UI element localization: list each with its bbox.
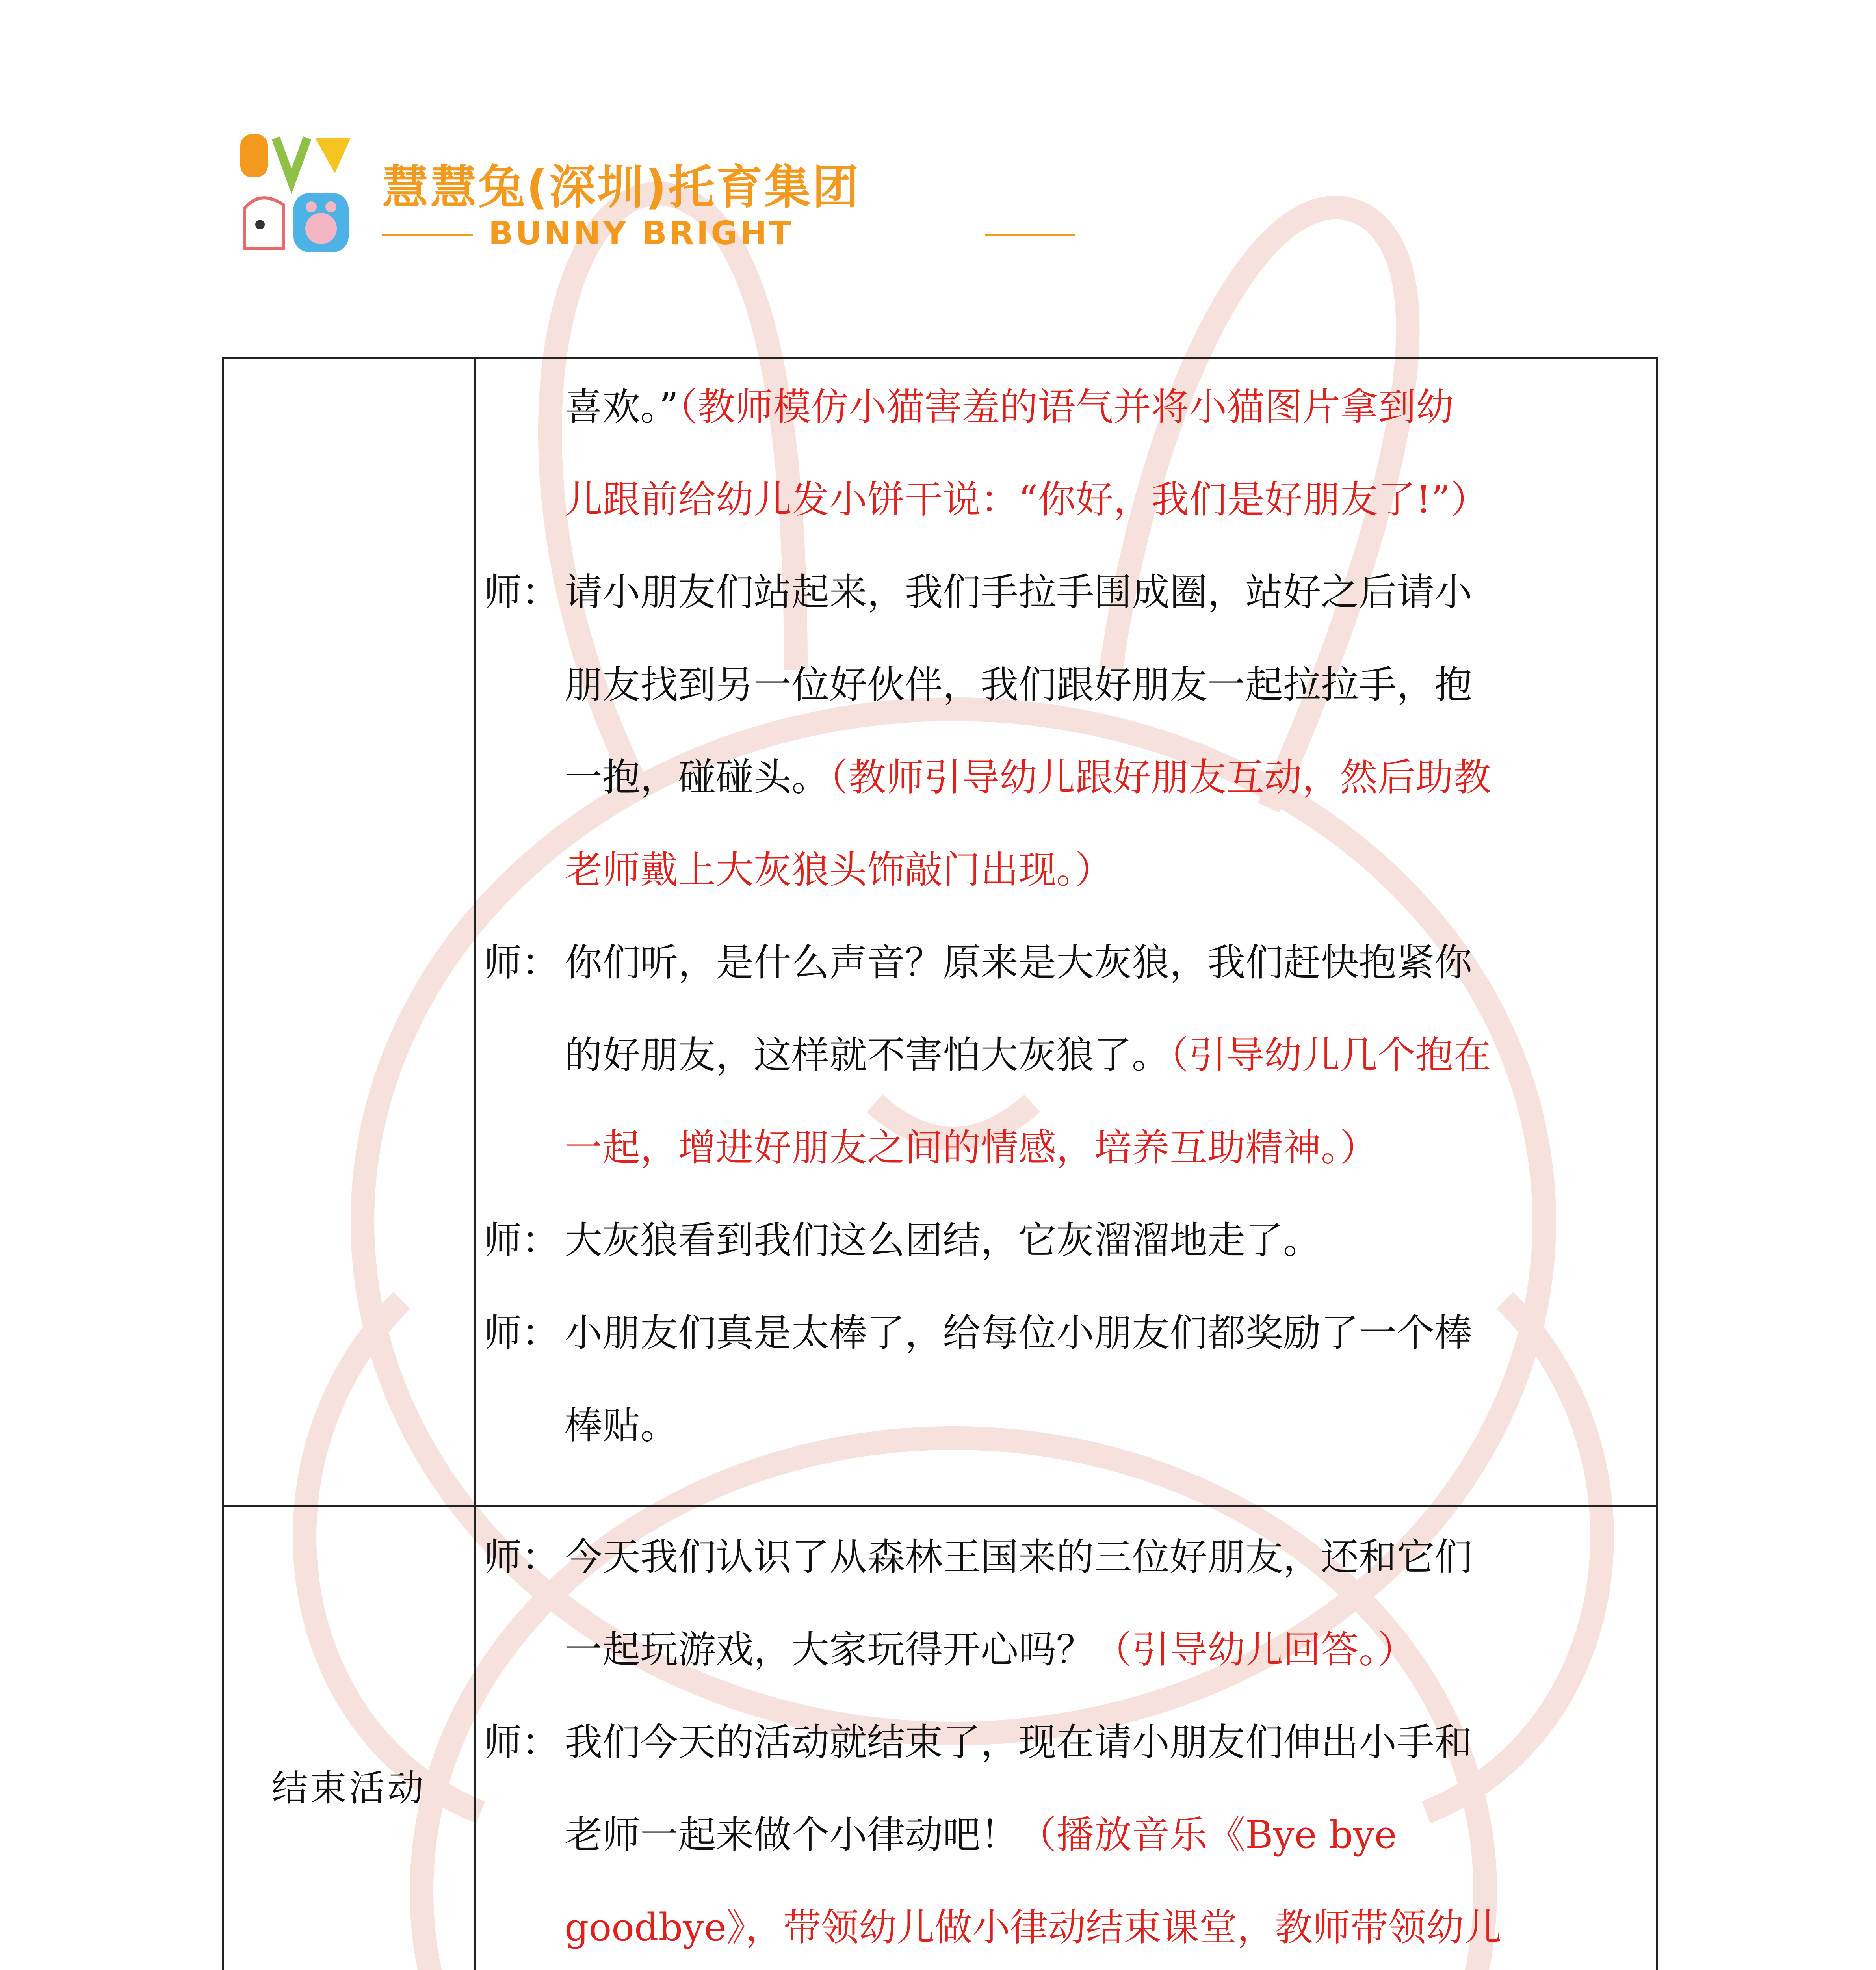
text-line	[565, 1218, 1321, 1262]
text-line	[565, 755, 1491, 799]
dialogue-text: 的好朋友，这样就不害怕大灰狼了。	[565, 1033, 1170, 1077]
text-line	[565, 848, 1113, 892]
annotation-text: 老师戴上大灰狼头饰敲门出现。）	[565, 848, 1113, 892]
dialogue-text: 一抱，碰碰头。	[565, 755, 829, 799]
text-line	[565, 570, 1472, 614]
annotation-text: （引导幼儿几个抱在	[1170, 1033, 1491, 1077]
text-line	[565, 1311, 1472, 1355]
text-line	[565, 385, 1454, 429]
speaker-label: 师：	[484, 1311, 559, 1355]
logo-subtitle-row	[382, 215, 1075, 254]
row2-label: 结束活动	[271, 1767, 426, 1809]
column-divider	[474, 359, 476, 1970]
logo-title-en: BUNNY BRIGHT	[489, 215, 794, 252]
text-line	[565, 478, 1488, 522]
header-logo	[236, 130, 867, 260]
text-line	[565, 1033, 1491, 1077]
row2-content	[484, 1507, 1638, 1970]
dialogue-text: 一起玩游戏，大家玩得开心吗？	[565, 1628, 1094, 1672]
annotation-text: （引导幼儿回答。）	[1094, 1628, 1415, 1672]
dialogue-text: 我们今天的活动就结束了，现在请小朋友们伸出小手和	[565, 1720, 1472, 1764]
text-line	[565, 663, 1472, 707]
dialogue-text: 你们听，是什么声音？原来是大灰狼，我们赶快抱紧你	[565, 940, 1472, 985]
speaker-label: 师：	[484, 1720, 559, 1764]
annotation-text: 儿跟前给幼儿发小饼干说：“你好，我们是好朋友了!”）	[565, 478, 1488, 522]
annotation-text: （播放音乐《Bye bye	[1018, 1813, 1397, 1857]
logo-divider-right	[985, 234, 1075, 236]
text-line	[565, 1628, 1415, 1672]
annotation-text: 一起，增进好朋友之间的情感，培养互助精神。）	[565, 1126, 1378, 1170]
text-line	[565, 940, 1472, 985]
dialogue-text: 喜欢。”	[565, 385, 679, 429]
text-line	[565, 1720, 1472, 1764]
dialogue-text: 请小朋友们站起来，我们手拉手围成圈，站好之后请小	[565, 570, 1472, 614]
text-line	[565, 1126, 1378, 1170]
text-line	[565, 1403, 678, 1448]
bunny-logo-icon	[236, 130, 355, 256]
annotation-text: （教师模仿小猫害羞的语气并将小猫图片拿到幼	[678, 385, 1454, 429]
dialogue-text: 今天我们认识了从森林王国来的三位好朋友，还和它们	[565, 1535, 1472, 1579]
speaker-label: 师：	[484, 940, 559, 985]
dialogue-text: 朋友找到另一位好伙伴，我们跟好朋友一起拉拉手，抱	[565, 663, 1472, 707]
dialogue-text: 大灰狼看到我们这么团结，它灰溜溜地走了。	[565, 1218, 1321, 1262]
speaker-label: 师：	[484, 570, 559, 614]
speaker-label: 师：	[484, 1218, 559, 1262]
logo-title-cn: 慧慧兔(深圳)托育集团	[382, 160, 860, 214]
text-line	[565, 1535, 1472, 1579]
annotation-text: （教师引导幼儿跟好朋友互动，然后助教	[829, 755, 1491, 799]
text-line	[565, 1813, 1397, 1857]
speaker-label: 师：	[484, 1535, 559, 1579]
lesson-table	[222, 357, 1658, 1970]
dialogue-text: 棒贴。	[565, 1403, 678, 1448]
dialogue-text: 小朋友们真是太棒了，给每位小朋友们都奖励了一个棒	[565, 1311, 1472, 1355]
text-line	[565, 1905, 1502, 1950]
dialogue-text: 老师一起来做个小律动吧！	[565, 1813, 1018, 1857]
annotation-text: goodbye》，带领幼儿做小律动结束课堂，教师带领幼儿	[565, 1905, 1502, 1950]
row1-content	[484, 359, 1638, 1505]
logo-divider-left	[382, 234, 473, 236]
